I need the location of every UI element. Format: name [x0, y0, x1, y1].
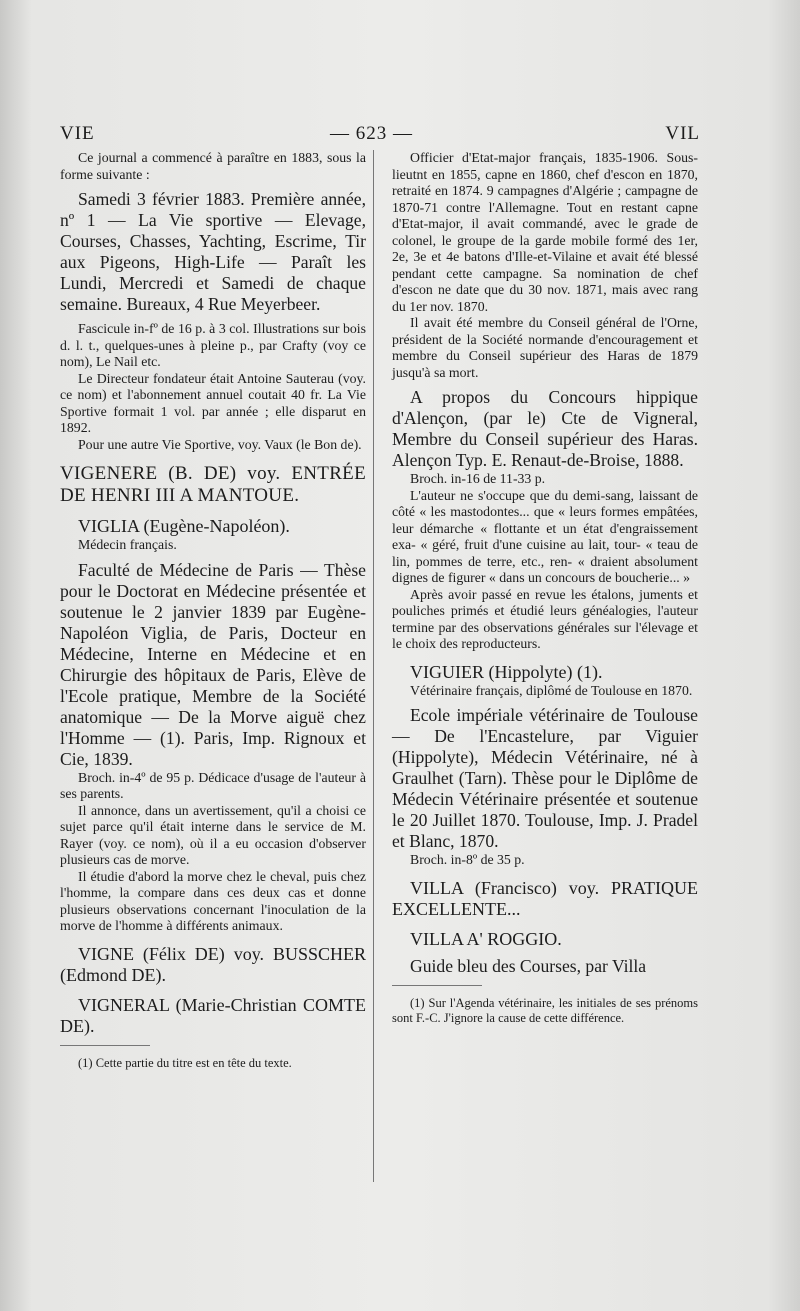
entry-heading: VILLA (Francisco) voy. PRATIQUE EXCELLENTE...	[392, 877, 698, 919]
footnote-rule	[392, 985, 482, 986]
paragraph: L'auteur ne s'occupe que du demi-sang, laissant de côté « les mastodontes... que « leurs formes empâtées, leur démarche « flottante et un état d'engraissement exa- « géré, fruit d'une cuisine au lait, tour- « teau de lin, pommes de terre, etc., ren- « draient absolument dignes de figurer « dans un concours de boucherie... »	[392, 487, 698, 585]
paragraph: Broch. in-4º de 95 p. Dédicace d'usage de l'auteur à ses parents.	[60, 769, 366, 801]
paragraph: Pour une autre Vie Sportive, voy. Vaux (le Bon de).	[78, 436, 362, 452]
entry-heading: VIGUIER (Hippolyte) (1).	[410, 661, 603, 682]
left-column	[60, 150, 366, 1071]
column-divider	[373, 150, 374, 1182]
paragraph: Broch. in-16 de 11-33 p.	[410, 471, 546, 486]
header-right-entry: VIL	[665, 123, 700, 144]
paragraph: Après avoir passé en revue les étalons, juments et pouliches primés et étudié leurs généalogies, l'auteur termine par des observations générales sur l'élevage et le choix des reproducteurs.	[392, 586, 698, 651]
page-number: — 623 —	[330, 123, 413, 144]
right-column	[392, 150, 698, 1026]
paragraph: Il étudie d'abord la morve chez le cheval, puis chez l'homme, la compare dans ces deux cas et donne plusieurs observations concernant l'inoculation de la morve de l'homme à différents animaux.	[60, 868, 366, 933]
entry-heading: VIGNERAL (Marie-Christian COMTE DE).	[60, 994, 366, 1036]
header-left-entry: VIE	[60, 123, 95, 144]
paragraph: Il avait été membre du Conseil général de l'Orne, président de la Société normande d'encouragement et membre du Conseil supérieur des Haras de 1879 jusqu'à sa mort.	[392, 315, 698, 380]
title-paragraph: Guide bleu des Courses, par Villa	[410, 955, 647, 976]
entry-subtitle: Vétérinaire français, diplômé de Toulouse en 1870.	[410, 682, 693, 698]
entry-heading: VIGENERE (B. DE) voy. ENTRÉE DE HENRI III A MANTOUE.	[60, 463, 366, 506]
title-paragraph: Samedi 3 février 1883. Première année, nº 1 — La Vie sportive — Elevage, Courses, Chasses, Yachting, Escrime, Tir aux Pigeons, High-Life — Paraît les Lundi, Mercredi et Samedi de chaque semaine. Bureaux, 4 Rue Meyerbeer.	[60, 189, 366, 314]
title-paragraph: A propos du Concours hippique d'Alençon, (par le) Cte de Vigneral, Membre du Conseil supérieur des Haras. Alençon Typ. E. Renaut-de-Broise, 1888.	[392, 387, 698, 470]
footnote: (1) Cette partie du titre est en tête du texte.	[78, 1055, 292, 1070]
paragraph: Ce journal a commencé à paraître en 1883, sous la forme suivante :	[60, 150, 366, 182]
entry-subtitle: Médecin français.	[78, 537, 177, 552]
page-header	[60, 123, 700, 147]
entry-heading: VIGLIA (Eugène-Napoléon).	[78, 516, 290, 536]
footnote-rule	[60, 1045, 150, 1046]
footnote: (1) Sur l'Agenda vétérinaire, les initiales de ses prénoms sont F.-C. J'ignore la cause de cette différence.	[392, 995, 698, 1025]
entry-heading: VIGNE (Félix DE) voy. BUSSCHER (Edmond DE).	[60, 943, 366, 985]
paragraph: Le Directeur fondateur était Antoine Sauterau (voy. ce nom) et l'abonnement annuel coutait 40 fr. La Vie Sportive formait 1 vol. par année ; elle disparut en 1892.	[60, 370, 366, 435]
paragraph: Il annonce, dans un avertissement, qu'il a choisi ce sujet parce qu'il était interne dans le service de M. Rayer (voy. ce nom), où il a eu occasion d'observer plusieurs cas de morve.	[60, 802, 366, 867]
title-paragraph: Faculté de Médecine de Paris — Thèse pour le Doctorat en Médecine présentée et soutenue le 2 janvier 1839 par Eugène-Napoléon Viglia, de Paris, Docteur en Médecine, Interne en Médecine et en Chirurgie des hôpitaux de Paris, Elève de l'Ecole pratique, Membre de la Société anatomique — De la Morve aiguë chez l'Homme — (1). Paris, Imp. Rignoux et Cie, 1839.	[60, 559, 366, 769]
paragraph: Fascicule in-fº de 16 p. à 3 col. Illustrations sur bois d. l. t., quelques-unes à pleine p., par Crafty (voy ce nom), Le Nail etc.	[60, 321, 366, 369]
title-paragraph: Ecole impériale vétérinaire de Toulouse — De l'Encastelure, par Viguier (Hippolyte), Médecin Vétérinaire, né à Graulhet (Tarn). Thèse pour le Diplôme de Médecin Vétérinaire présentée et soutenue le 20 Juillet 1870. Toulouse, Imp. J. Pradel et Blanc, 1870.	[392, 705, 698, 851]
entry-heading: VILLA A' ROGGIO.	[410, 928, 562, 949]
paragraph: Broch. in-8º de 35 p.	[410, 852, 525, 867]
paragraph: Officier d'Etat-major français, 1835-1906. Sous-lieutnt en 1855, capne en 1860, chef d'escon en 1870, retraité en 1874. 9 campagnes d'Algérie ; campagne de 1870-71 contre l'Allemagne. Tout en restant capne d'Etat-major, il avait commandé, avec le grade de colonel, le groupe de la garde mobile formé des 1er, 2e, 3e et 4e batons d'Ille-et-Vilaine et avait été blessé pendant cette campagne. Sa nomination de chef d'escon ne date que du 30 nov. 1871, mais avec rang du 1er nov. 1870.	[392, 150, 698, 314]
